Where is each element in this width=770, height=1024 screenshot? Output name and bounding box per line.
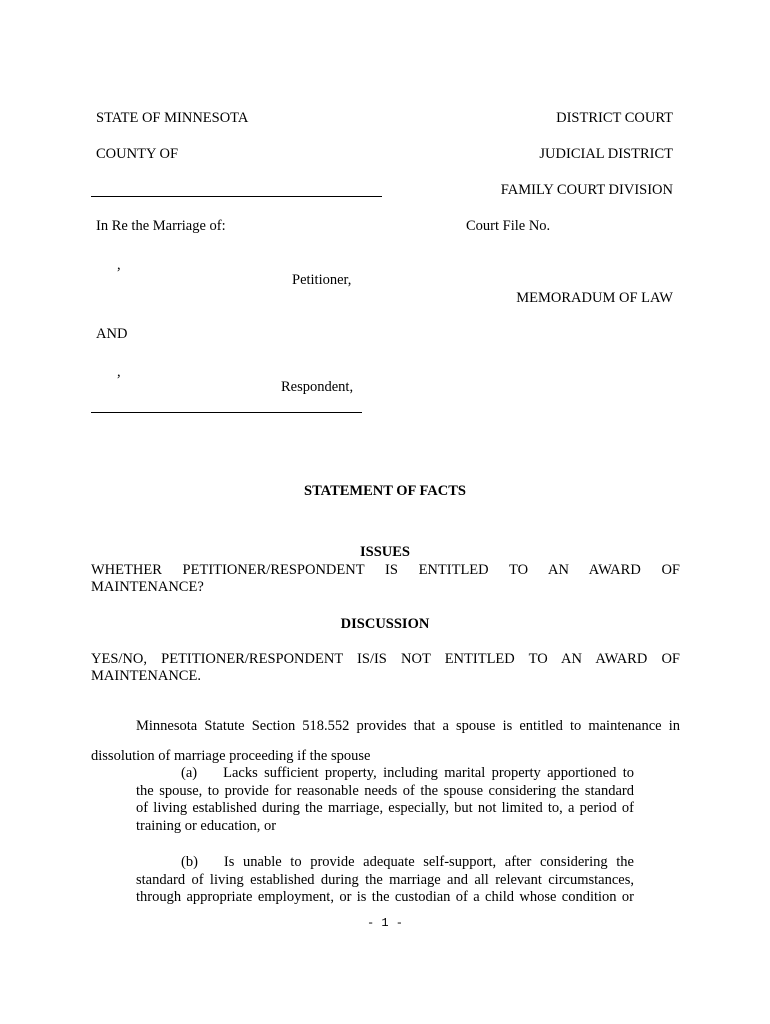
statute-line-1: Minnesota Statute Section 518.552 provides that a spouse is entitled to maintenance in xyxy=(136,718,680,734)
subsection-b-line-2: standard of living established during the marriage and all relevant circumstances, xyxy=(136,871,634,888)
issues-line-2: MAINTENANCE? xyxy=(91,579,204,595)
page-number: - 1 - xyxy=(366,916,403,930)
subsection-a-line-3: of living established during the marriage, especially, but not limited to, a period of xyxy=(136,800,634,816)
subsection-a-line-4: training or education, or xyxy=(136,817,277,834)
county-label: COUNTY OF xyxy=(96,146,179,162)
document-title: MEMORADUM OF LAW xyxy=(516,290,673,306)
state-label: STATE OF MINNESOTA xyxy=(96,110,249,126)
discussion-line-1: YES/NO, PETITIONER/RESPONDENT IS/IS NOT ENTITLED TO AN AWARD OF xyxy=(91,651,680,667)
petitioner-label: Petitioner, xyxy=(292,272,352,288)
statement-of-facts-heading: STATEMENT OF FACTS xyxy=(304,483,466,499)
in-re-marriage-label: In Re the Marriage of: xyxy=(96,218,226,234)
court-label: DISTRICT COURT xyxy=(556,110,673,126)
statute-line-2: dissolution of marriage proceeding if the spouse xyxy=(91,748,371,764)
issues-line-1: WHETHER PETITIONER/RESPONDENT IS ENTITLED TO AN AWARD OF xyxy=(91,562,680,578)
subsection-a-line-2: the spouse, to provide for reasonable needs of the spouse considering the standard xyxy=(136,782,634,799)
subsection-b xyxy=(136,854,634,907)
subsection-a-label: (a) xyxy=(181,765,198,781)
subsection-b-label: (b) xyxy=(181,854,198,870)
discussion-heading: DISCUSSION xyxy=(340,616,430,632)
judicial-district-label: JUDICIAL DISTRICT xyxy=(539,146,673,162)
court-file-label: Court File No. xyxy=(466,218,551,234)
respondent-label: Respondent, xyxy=(281,379,354,395)
issues-heading: ISSUES xyxy=(360,544,410,560)
subsection-b-line-1: (b) Is unable to provide adequate self-support, after considering the xyxy=(181,854,634,870)
respondent-name-comma: , xyxy=(117,364,121,380)
subsection-a xyxy=(136,765,634,835)
discussion-line-2: MAINTENANCE. xyxy=(91,668,201,684)
subsection-a-line-1: (a) Lacks sufficient property, including marital property apportioned to xyxy=(181,765,634,781)
caption-divider-top xyxy=(91,196,382,197)
subsection-b-line-3: through appropriate employment, or is the custodian of a child whose condition or xyxy=(136,889,634,905)
and-label: AND xyxy=(96,326,128,342)
caption-divider-bottom xyxy=(91,412,362,413)
petitioner-name-comma: , xyxy=(117,257,121,273)
family-court-division-label: FAMILY COURT DIVISION xyxy=(500,182,673,198)
